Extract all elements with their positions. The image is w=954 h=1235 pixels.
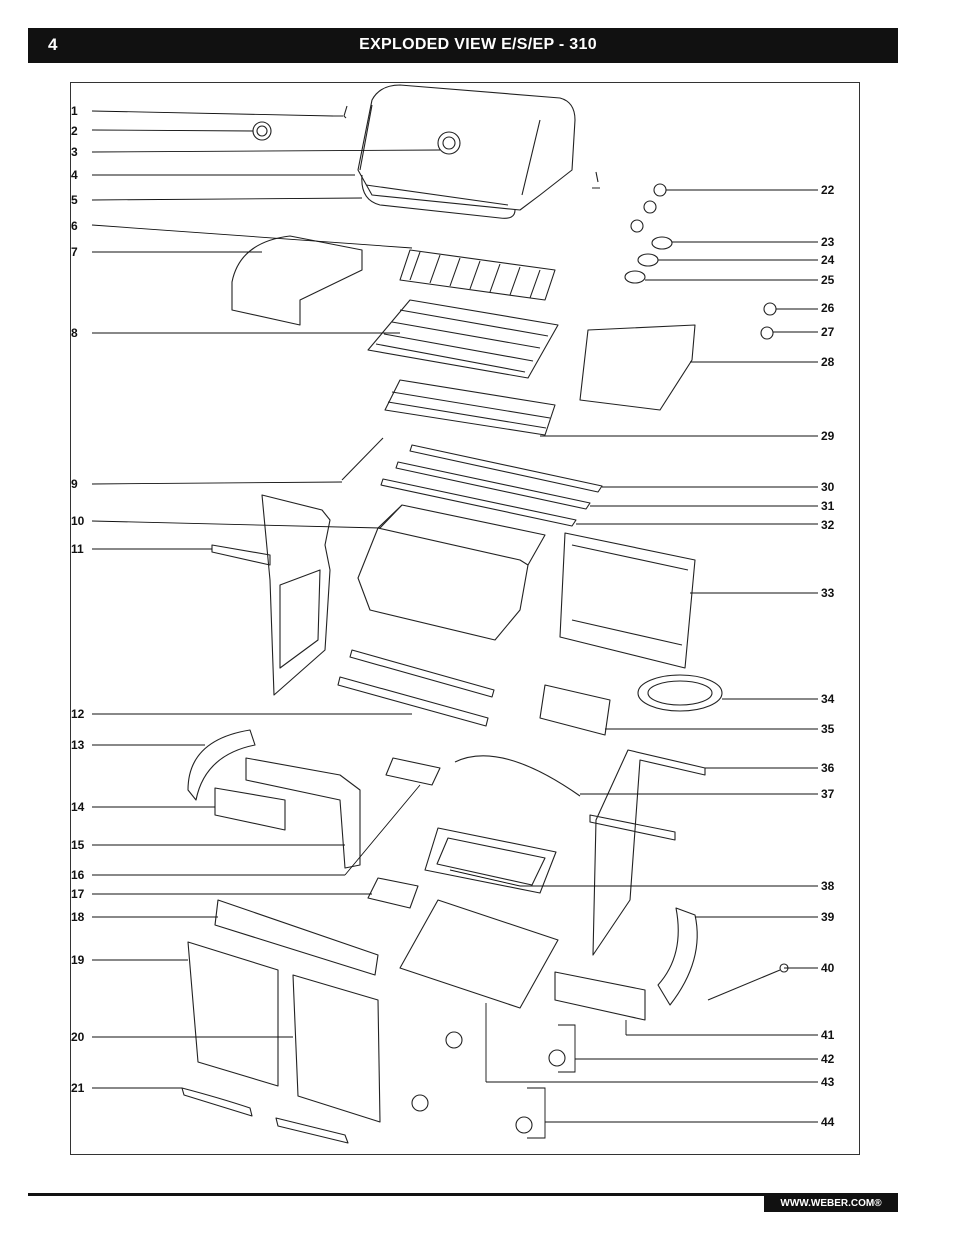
callout-24: 24 (821, 253, 835, 267)
callout-6: 6 (71, 219, 78, 233)
callout-25: 25 (821, 273, 835, 287)
page-title: EXPLODED VIEW E/S/EP - 310 (359, 36, 597, 53)
callout-5: 5 (71, 193, 78, 207)
callout-12: 12 (71, 707, 85, 721)
callout-19: 19 (71, 953, 85, 967)
callout-14: 14 (71, 800, 85, 814)
callout-22: 22 (821, 183, 835, 197)
callout-41: 41 (821, 1028, 835, 1042)
callout-30: 30 (821, 480, 835, 494)
callout-42: 42 (821, 1052, 835, 1066)
callout-37: 37 (821, 787, 835, 801)
callout-28: 28 (821, 355, 835, 369)
callout-36: 36 (821, 761, 835, 775)
callout-13: 13 (71, 738, 85, 752)
callout-26: 26 (821, 301, 835, 315)
callout-38: 38 (821, 879, 835, 893)
callout-16: 16 (71, 868, 85, 882)
callout-44: 44 (821, 1115, 835, 1129)
callout-11: 11 (71, 542, 84, 556)
callout-10: 10 (71, 514, 85, 528)
footer-website: WWW.WEBER.COM® (764, 1196, 898, 1212)
callout-23: 23 (821, 235, 835, 249)
callout-40: 40 (821, 961, 835, 975)
callout-9: 9 (71, 477, 78, 491)
callout-34: 34 (821, 692, 835, 706)
callout-7: 7 (71, 245, 78, 259)
callout-17: 17 (71, 887, 85, 901)
callout-8: 8 (71, 326, 78, 340)
callout-27: 27 (821, 325, 835, 339)
callout-21: 21 (71, 1081, 85, 1095)
callout-18: 18 (71, 910, 85, 924)
callout-31: 31 (821, 499, 835, 513)
callout-2: 2 (71, 124, 78, 138)
callout-4: 4 (71, 168, 78, 182)
callout-32: 32 (821, 518, 835, 532)
page-number: 4 (48, 35, 58, 54)
callout-15: 15 (71, 838, 85, 852)
callout-39: 39 (821, 910, 835, 924)
lid-part (358, 85, 575, 218)
callout-35: 35 (821, 722, 835, 736)
callout-43: 43 (821, 1075, 835, 1089)
callout-3: 3 (71, 145, 78, 159)
callout-33: 33 (821, 586, 835, 600)
callout-1: 1 (71, 104, 78, 118)
callout-20: 20 (71, 1030, 85, 1044)
callout-29: 29 (821, 429, 835, 443)
